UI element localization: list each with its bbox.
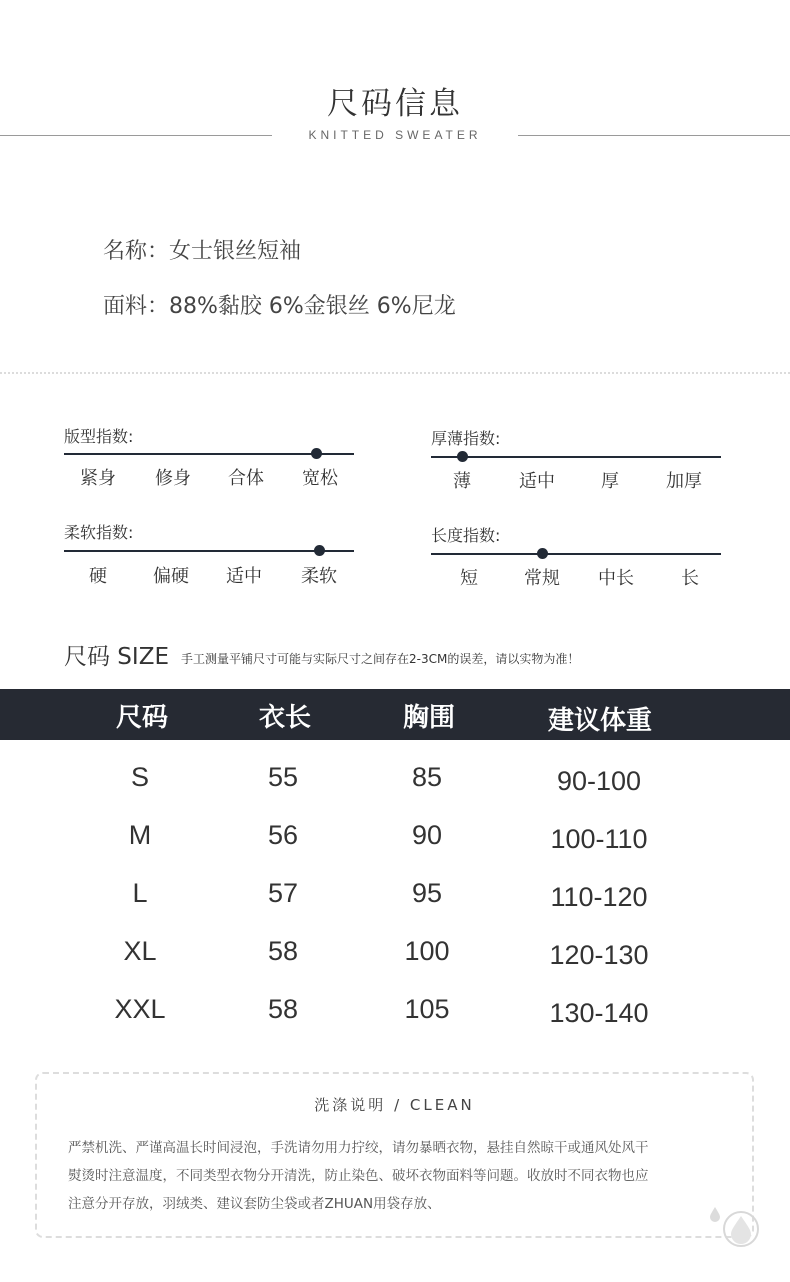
index-option: 常规 [524,568,560,589]
index-option: 长 [681,568,699,589]
index-option: 中长 [598,568,634,589]
table-cell: 57 [267,878,299,908]
table-header-cell: 尺码 [115,703,168,733]
table-header-cell: 胸围 [402,703,455,733]
page-title: 尺码信息 [327,86,463,122]
section-divider [0,372,790,374]
index-marker [314,545,325,556]
index-title: 柔软指数: [64,523,134,542]
table-cell: 56 [267,820,299,850]
table-cell: L [132,878,148,908]
index-option: 薄 [453,471,471,492]
index-option: 紧身 [80,468,116,489]
care-line: 严禁机洗、严谨高温长时间浸泡，手洗请勿用力拧绞，请勿暴晒衣物，悬挂自然晾干或通风处风干 [68,1140,649,1156]
table-cell: 58 [267,936,299,966]
index-track [431,456,721,458]
index-option: 厚 [601,471,619,492]
table-cell: 130-140 [549,998,649,1028]
care-line: 熨烫时注意温度，不同类型衣物分开清洗，防止染色、破坏衣物面料等问题。收放时不同衣物也应 [68,1168,649,1184]
table-cell: 110-120 [550,882,648,912]
index-track [64,550,354,552]
index-title: 长度指数: [431,526,501,545]
index-option: 宽松 [302,468,338,489]
index-marker [457,451,468,462]
index-title: 版型指数: [64,427,134,446]
table-cell: 105 [404,994,450,1024]
index-track [431,553,721,555]
care-line: 注意分开存放，羽绒类、建议套防尘袋或者ZHUAN用袋存放、 [68,1196,441,1212]
index-marker [537,548,548,559]
table-header-cell: 衣长 [258,703,311,733]
table-cell: XL [123,936,157,966]
table-cell: 58 [267,994,299,1024]
table-cell: 85 [411,762,443,792]
index-option: 硬 [89,566,107,587]
table-cell: 90 [411,820,443,850]
index-title: 厚薄指数: [431,429,501,448]
care-title: 洗涤说明 / CLEAN [314,1096,475,1114]
index-option: 柔软 [301,566,337,587]
product-fabric: 面料：88%黏胶 6%金银丝 6%尼龙 [103,294,456,319]
water-drop-icon [700,1198,766,1250]
index-option: 加厚 [666,471,702,492]
index-option: 修身 [155,468,191,489]
index-option: 短 [460,568,478,589]
table-cell: M [128,820,152,850]
table-cell: 120-130 [549,940,649,970]
table-cell: 100-110 [550,824,648,854]
size-note: 手工测量平铺尺寸可能与实际尺寸之间存在2-3CM的误差，请以实物为准！ [181,652,580,666]
page-subtitle: KNITTED SWEATER [308,128,482,142]
size-heading: 尺码 SIZE [64,644,169,670]
product-name: 名称：女士银丝短袖 [103,239,302,264]
table-cell: 95 [411,878,443,908]
index-option: 偏硬 [153,566,189,587]
table-cell: XXL [114,994,166,1024]
table-cell: 90-100 [556,766,642,796]
table-cell: 55 [267,762,299,792]
table-header-cell: 建议体重 [547,706,652,736]
index-option: 合体 [228,468,264,489]
index-option: 适中 [226,566,262,587]
title-divider-left [0,135,272,136]
table-cell: S [130,762,149,792]
title-divider-right [518,135,790,136]
index-option: 适中 [519,471,555,492]
index-marker [311,448,322,459]
table-cell: 100 [404,936,450,966]
